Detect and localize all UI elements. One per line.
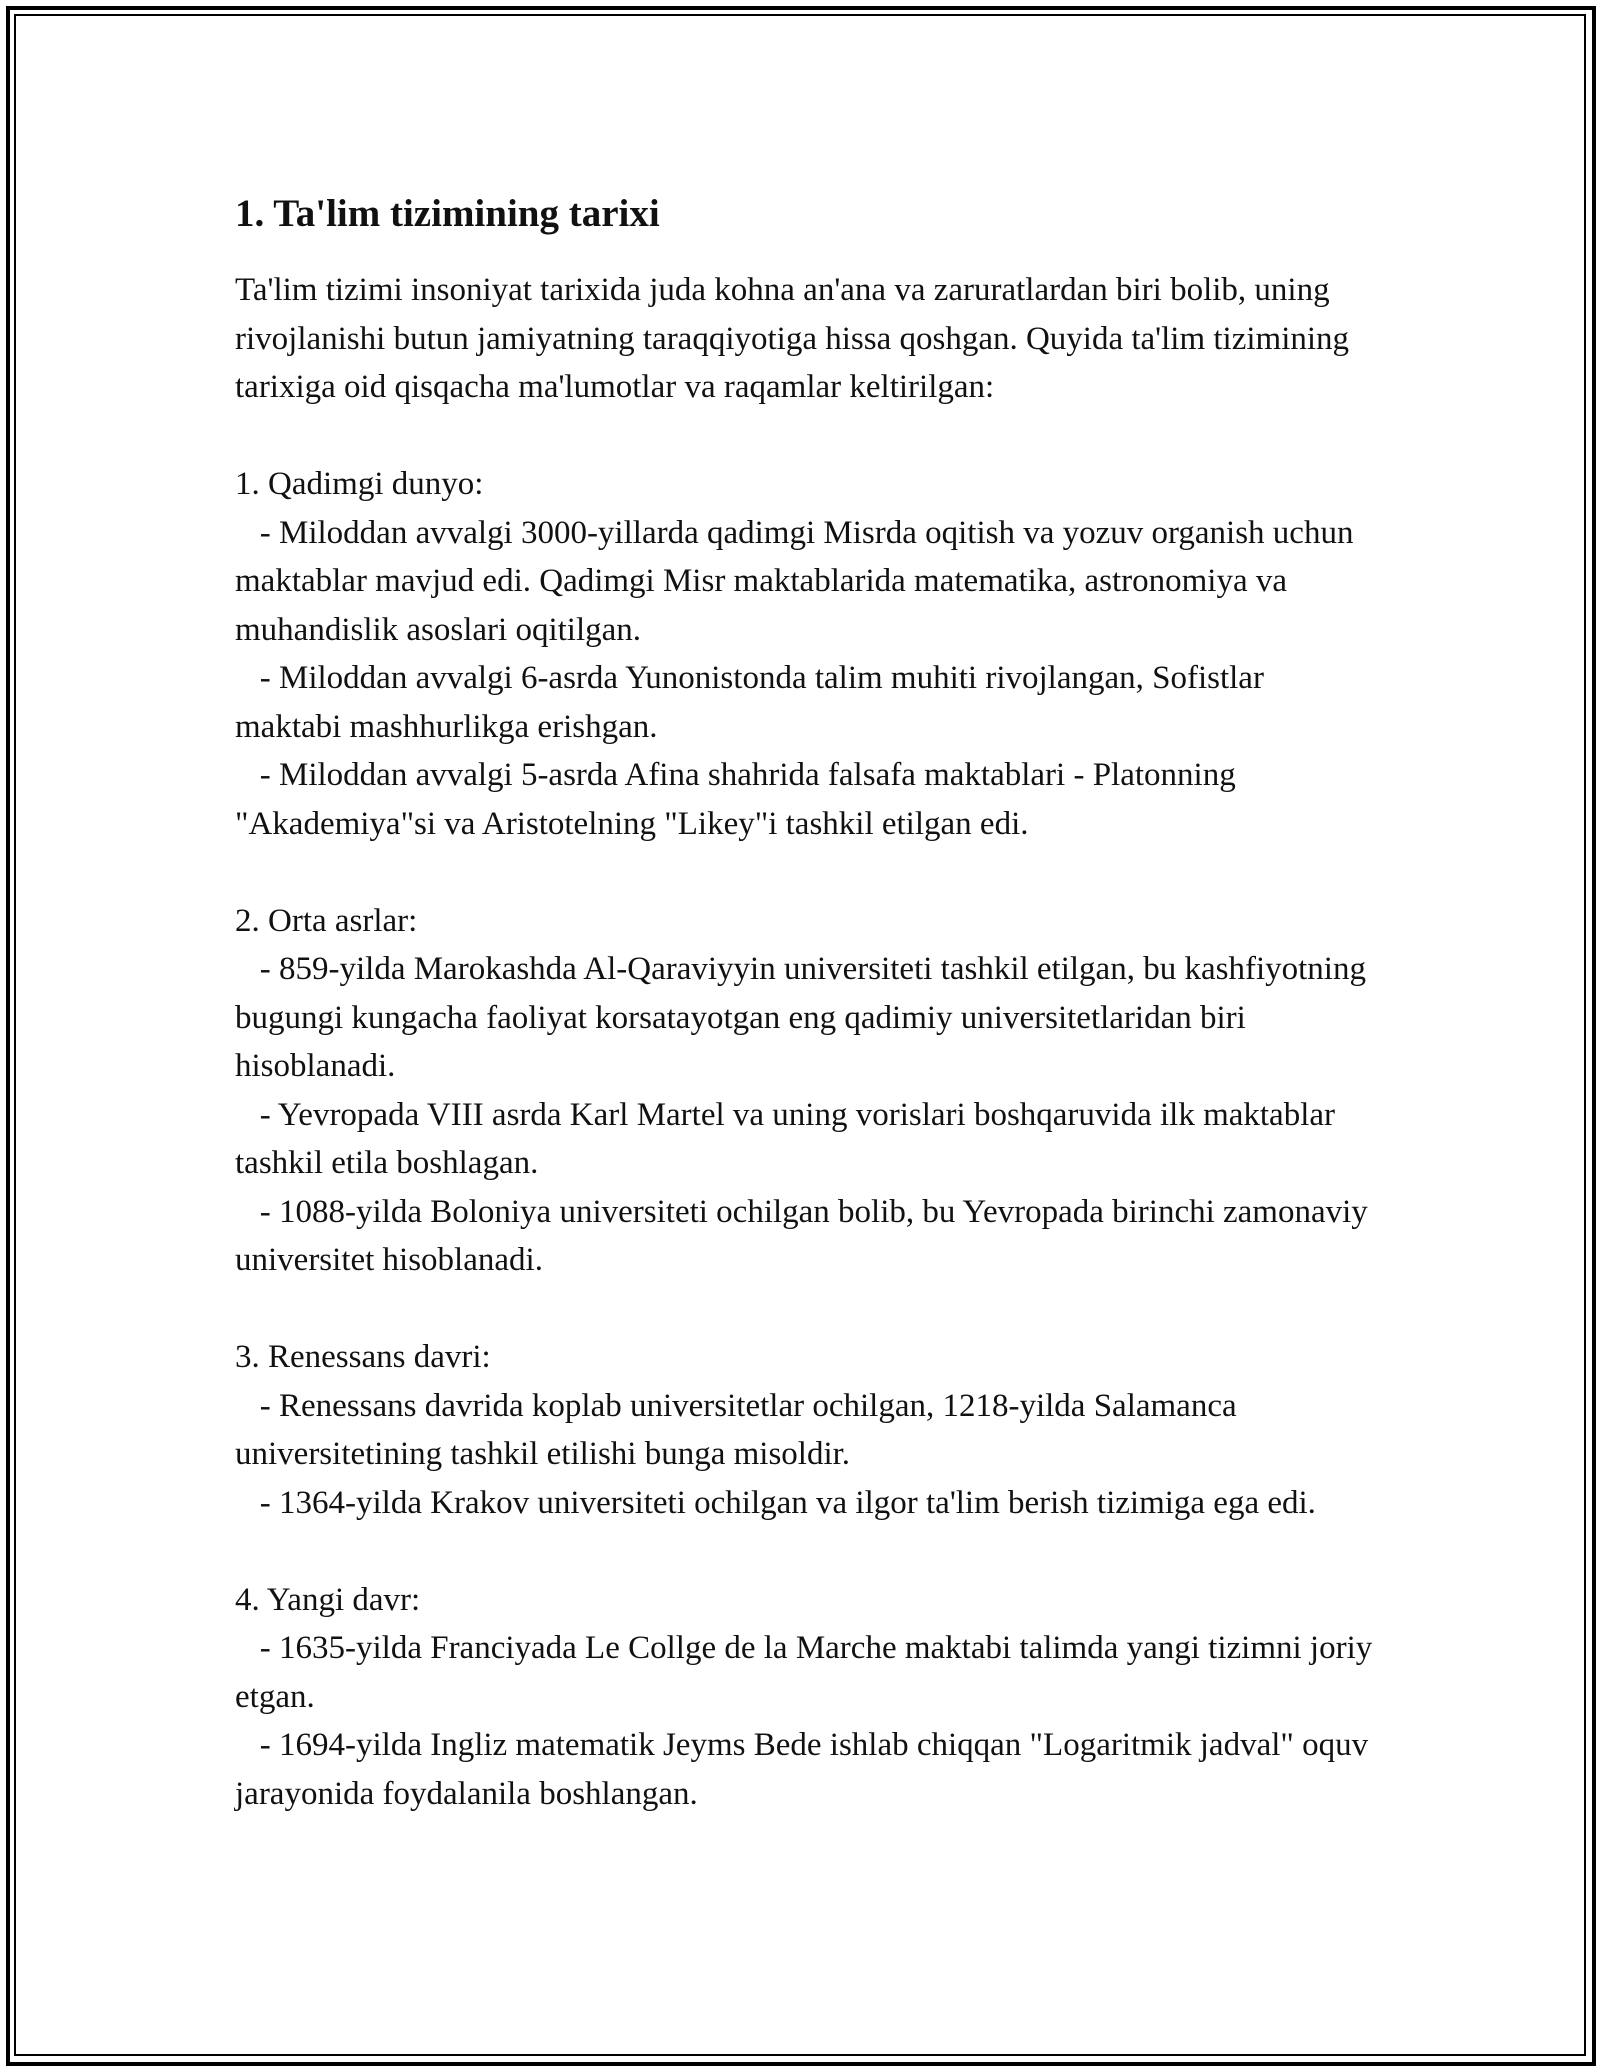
section-heading: 1. Qadimgi dunyo: (235, 466, 484, 502)
blank-line (235, 848, 1375, 897)
document-title: 1. Ta'lim tizimining tarixi (235, 192, 660, 235)
list-item: - Miloddan avvalgi 6-asrda Yunonistonda talim muhiti rivojlangan, Sofistlar maktabi mashhurlikga erishgan. (235, 660, 1273, 745)
list-item: - 1088-yilda Boloniya universiteti ochilgan bolib, bu Yevropada birinchi zamonaviy universitet hisoblanadi. (235, 1193, 1377, 1278)
list-item: - 1364-yilda Krakov universiteti ochilgan va ilgor ta'lim berish tizimiga ega edi. (235, 1484, 1316, 1521)
section-ancient-world (235, 460, 1375, 848)
list-item: - Miloddan avvalgi 5-asrda Afina shahrida falsafa maktablari - Platonning "Akademiya"si va Aristotelning "Likey"i tashkil etilgan edi. (235, 757, 1244, 842)
list-item: - Yevropada VIII asrda Karl Martel va uning vorislari boshqaruvida ilk maktablar tashkil etila boshlagan. (235, 1096, 1344, 1181)
blank-line (235, 412, 1375, 461)
section-middle-ages (235, 897, 1375, 1285)
document-body (235, 186, 1381, 1818)
blank-line (235, 1527, 1375, 1576)
list-item: - 859-yilda Marokashda Al-Qaraviyyin universiteti tashkil etilgan, bu kashfiyotning bugungi kungacha faoliyat korsatayotgan eng qadimiy universitetlaridan biri hisoblanadi. (235, 951, 1375, 1084)
section-heading: 3. Renessans davri: (235, 1339, 491, 1375)
list-item: - Renessans davrida koplab universitetlar ochilgan, 1218-yilda Salamanca universitetining tashkil etilishi bunga misoldir. (235, 1387, 1245, 1472)
blank-line (235, 1285, 1375, 1334)
intro-paragraph: Ta'lim tizimi insoniyat tarixida juda kohna an'ana va zaruratlardan biri bolib, uning rivojlanishi butun jamiyatning taraqqiyotiga hissa qoshgan. Quyida ta'lim tizimining tarixiga oid qisqacha ma'lumotlar va raqamlar keltirilgan: (235, 272, 1358, 405)
section-modern-era (235, 1576, 1381, 1819)
section-renaissance (235, 1333, 1375, 1527)
section-heading: 4. Yangi davr: (235, 1581, 421, 1618)
list-item: - 1635-yilda Franciyada Le Collge de la Marche maktabi talimda yangi tizimni joriy etgan. (235, 1630, 1381, 1715)
list-item: - Miloddan avvalgi 3000-yillarda qadimgi Misrda oqitish va yozuv organish uchun maktablar mavjud edi. Qadimgi Misr maktablarida matematika, astronomiya va muhandislik asoslari oqitilgan. (235, 514, 1362, 648)
list-item: - 1694-yilda Ingliz matematik Jeyms Bede ishlab chiqqan "Logaritmik jadval" oquv jarayonida foydalanila boshlangan. (235, 1727, 1377, 1812)
section-heading: 2. Orta asrlar: (235, 902, 418, 939)
